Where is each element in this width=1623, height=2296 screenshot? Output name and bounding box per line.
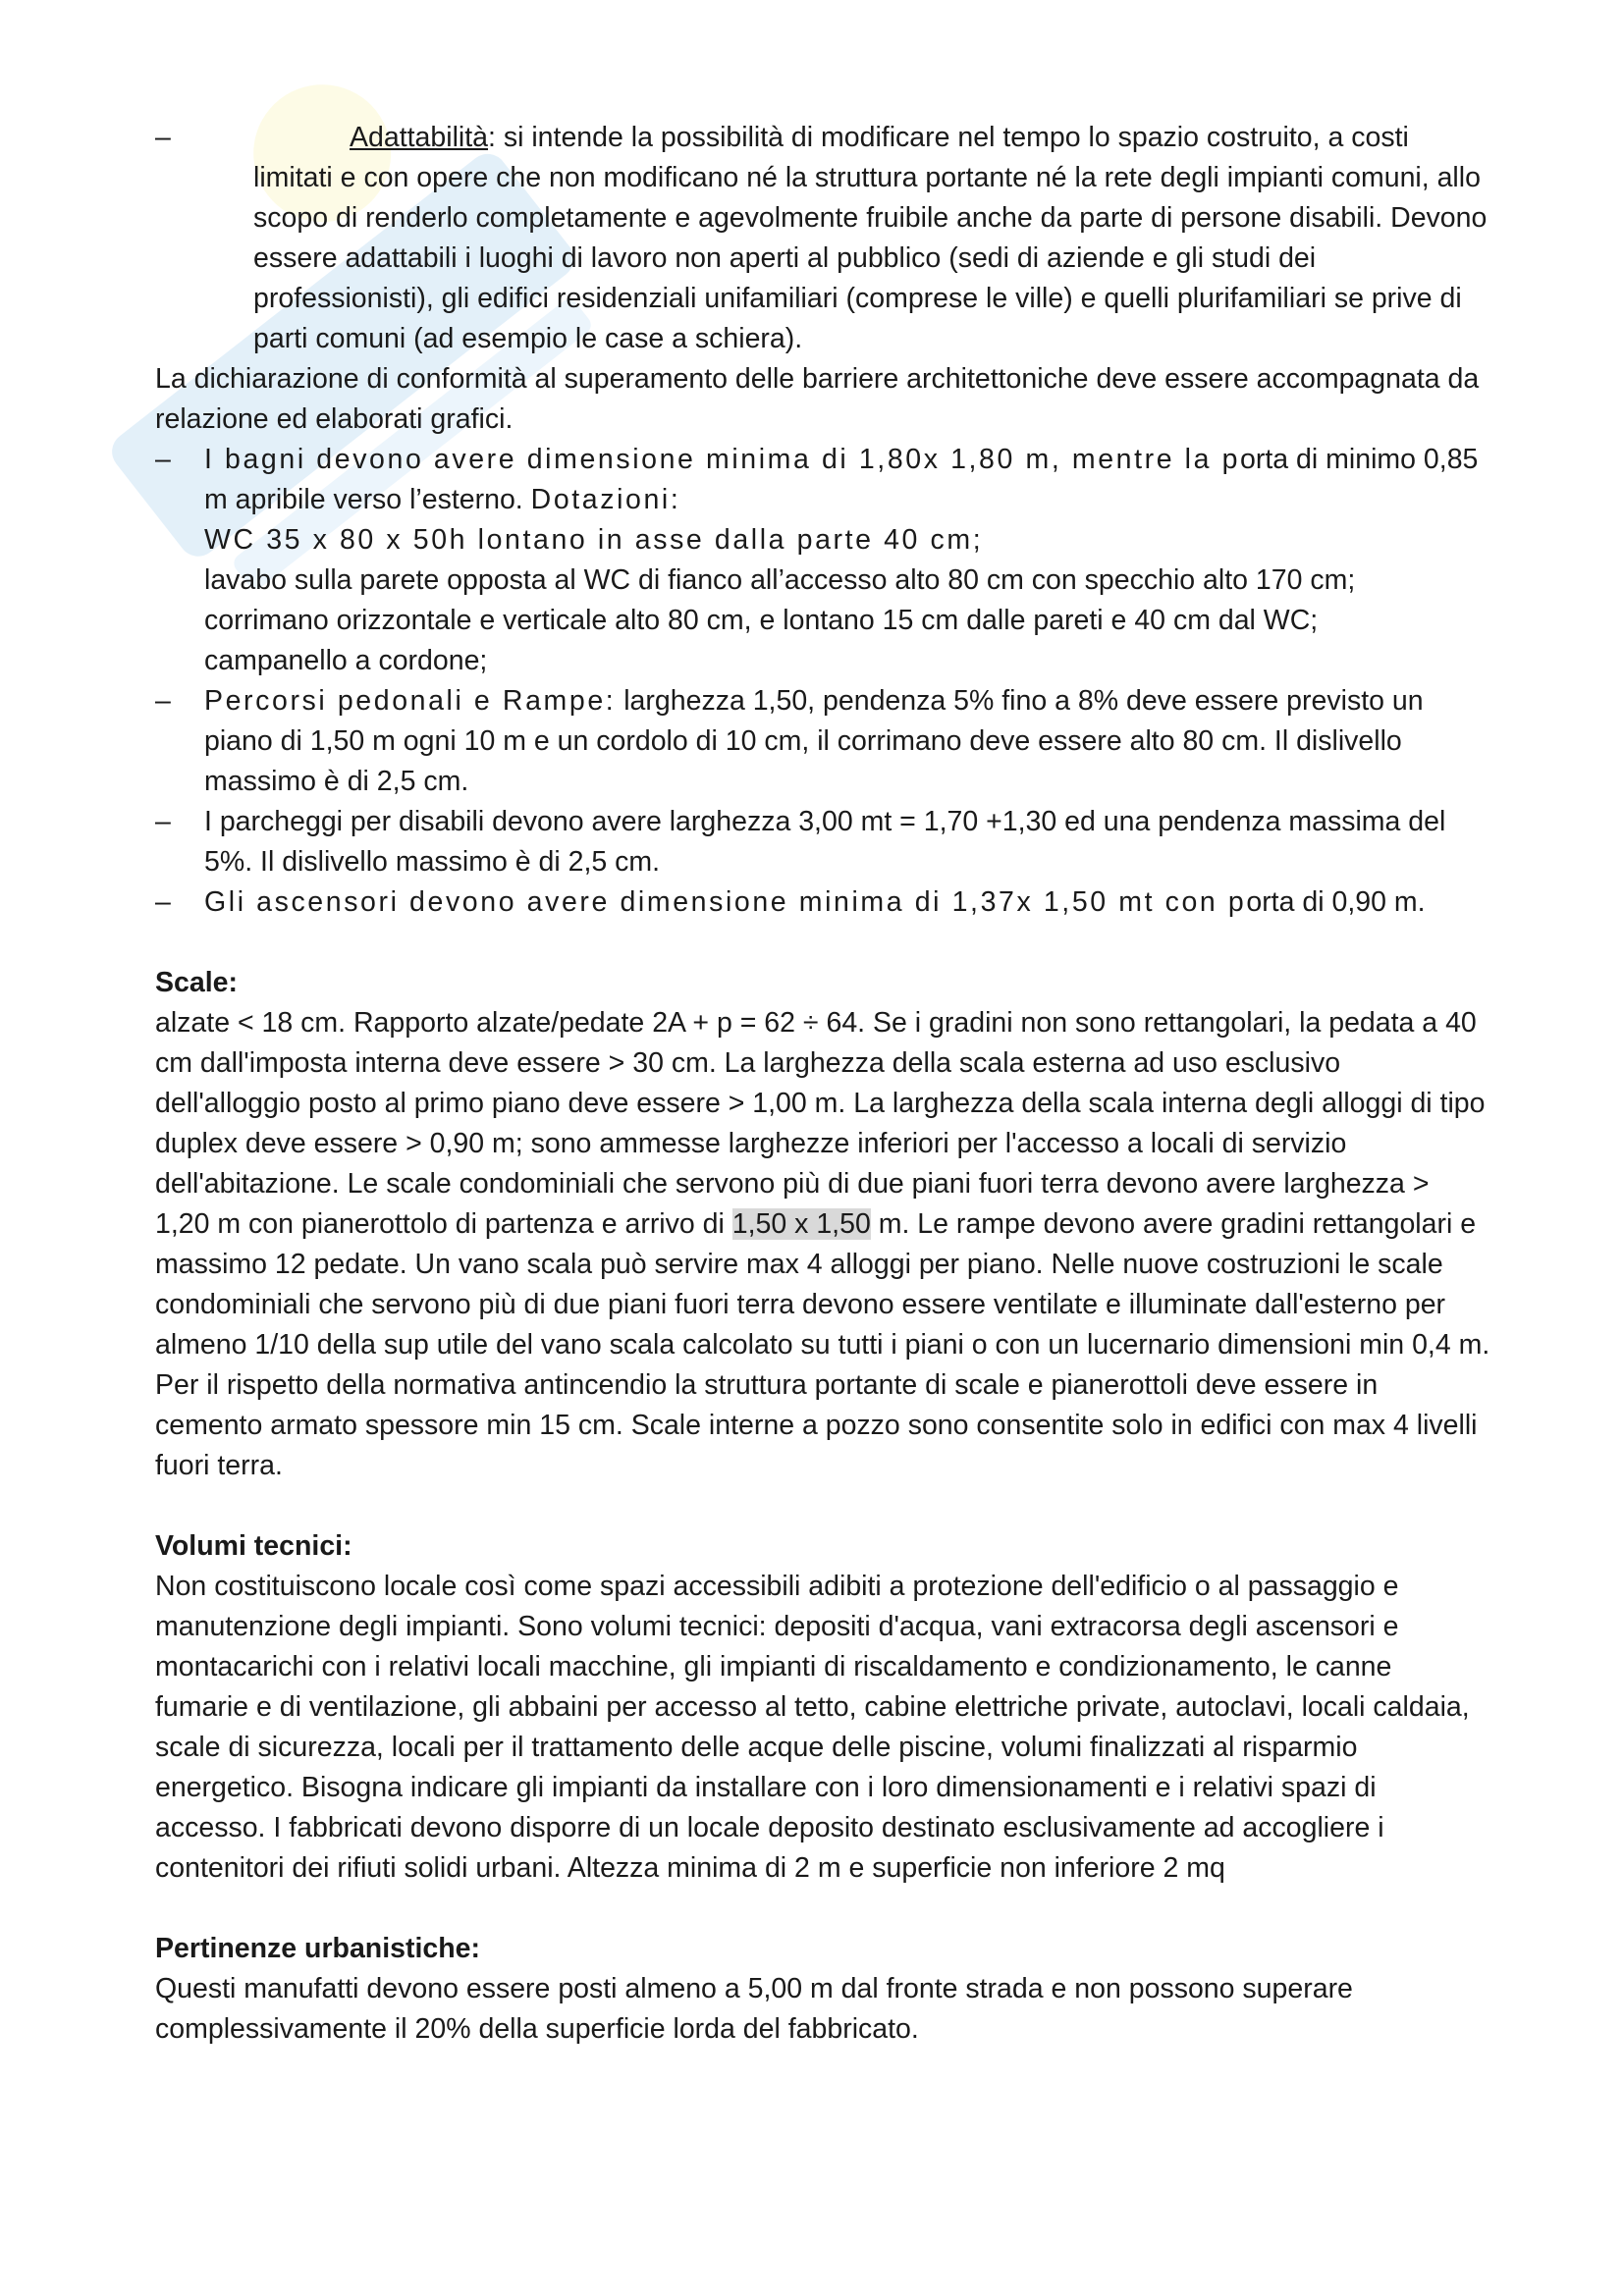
scale-text-before: alzate < 18 cm. Rapporto alzate/pedate 2A + p = 62 ÷ 64. Se i gradini non sono rettangolari, la pedata a 40 cm dall'imposta interna deve essere > 30 cm. La larghezza della scala esterna ad uso esclusivo dell'alloggio posto al primo piano deve essere > 1,00 m. La larghezza della scala interna degli alloggi di tipo duplex deve essere > 0,90 m; sono ammesse larghezze inferiori per l'accesso a locali di servizio dell'abitazione. Le scale condominiali che servono più di due piani fuori terra devono avere larghezza > 1,20 m con pianerottolo di partenza e arrivo di xyxy=(155,1007,1486,1240)
bagni-rest-text: orta di minimo 0,85 m apribile verso l’esterno. xyxy=(204,444,1479,515)
ascensori-item xyxy=(155,882,1490,923)
bagni-item xyxy=(155,440,1490,520)
adattabilita-term: Adattabilità xyxy=(350,122,489,153)
volumi-heading: Volumi tecnici: xyxy=(155,1530,352,1562)
scale-heading: Scale: xyxy=(155,967,238,998)
ascensori-rest-text: orta di 0,90 m. xyxy=(1246,886,1426,918)
scale-text-after: m. Le rampe devono avere gradini rettangolari e massimo 12 pedate. Un vano scala può servire max 4 alloggi per piano. Nelle nuove costruzioni le scale condominiali che servono più di due piani fuori terra devono essere ventilate e illuminate dall'esterno per almeno 1/10 della sup utile del vano scala calcolato su tutti i piani o con un lucernario dimensioni min 0,4 m. Per il rispetto della normativa antincendio la struttura portante di scale e pianerottoli deve essere in cemento armato spessore min 15 cm. Scale interne a pozzo sono consentite solo in edifici con max 4 livelli fuori terra. xyxy=(155,1208,1490,1481)
scale-paragraph xyxy=(155,1003,1490,1486)
adattabilita-section xyxy=(155,118,1490,359)
volumi-paragraph: Non costituiscono locale così come spazi accessibili adibiti a protezione dell'edificio o al passaggio e manutenzione degli impianti. Sono volumi tecnici: depositi d'acqua, vani extracorsa degli ascensori e montacarichi con i relativi locali macchine, gli impianti di riscaldamento e condizionamento, le canne fumarie e di ventilazione, gli abbaini per accesso al tetto, cabine elettriche private, autoclavi, locali caldaia, scale di sicurezza, locali per il trattamento delle acque delle piscine, volumi finalizzati al risparmio energetico. Bisogna indicare gli impianti da installare con i loro dimensionamenti e i relativi spazi di accesso. I fabbricati devono disporre di un locale deposito destinato esclusivamente ad accogliere i contenitori dei rifiuti solidi urbani. Altezza minima di 2 m e superficie non inferiore 2 mq xyxy=(155,1571,1470,1884)
bagni-wc: WC 35 x 80 x 50h lontano in asse dalla parte 40 cm; xyxy=(204,524,984,556)
bagni-spaced-text: I bagni devono avere dimensione minima di 1,80x 1,80 m, mentre la p xyxy=(204,444,1241,475)
bagni-campanello: campanello a cordone; xyxy=(204,645,488,676)
ascensori-spaced-text: Gli ascensori devono avere dimensione minima di 1,37x 1,50 mt con p xyxy=(204,886,1247,918)
parcheggi-item: – I parcheggi per disabili devono avere larghezza 3,00 mt = 1,70 +1,30 ed una pendenza massima del 5%. Il dislivello massimo è di 2,5 cm. xyxy=(155,802,1490,882)
bagni-lavabo: lavabo sulla parete opposta al WC di fianco all’accesso alto 80 cm con specchio alto 170 cm; xyxy=(204,564,1356,596)
bagni-corrimano: corrimano orizzontale e verticale alto 80 cm, e lontano 15 cm dalle pareti e 40 cm dal WC; xyxy=(204,605,1319,636)
document-page xyxy=(155,118,1490,2050)
scale-highlight: 1,50 x 1,50 xyxy=(731,1208,871,1240)
adattabilita-text: : si intende la possibilità di modificare nel tempo lo spazio costruito, a costi limitati e con opere che non modificano né la struttura portante né la rete degli impianti comuni, allo scopo di renderlo completamente e agevolmente fruibile anche da parte di persone disabili. Devono essere adattabili i luoghi di lavoro non aperti al pubblico (sedi di aziende e gli studi dei professionisti), gli edifici residenziali unifamiliari (comprese le ville) e quelli plurifamiliari se prive di parti comuni (ad esempio le case a schiera). xyxy=(253,122,1488,354)
adattabilita-item xyxy=(253,118,1490,359)
percorsi-item xyxy=(155,681,1490,802)
pertinenze-heading: Pertinenze urbanistiche: xyxy=(155,1933,480,1964)
bagni-dotazioni: Dotazioni: xyxy=(530,484,681,515)
percorsi-spaced-text: Percorsi pedonali e Rampe: xyxy=(204,685,617,717)
pertinenze-paragraph: Questi manufatti devono essere posti almeno a 5,00 m dal fronte strada e non possono superare complessivamente il 20% della superficie lorda del fabbricato. xyxy=(155,1973,1353,2045)
dichiarazione-paragraph: La dichiarazione di conformità al superamento delle barriere architettoniche deve essere accompagnata da relazione ed elaborati grafici. xyxy=(155,363,1480,435)
percorsi-rest-text: larghezza 1,50, pendenza 5% fino a 8% deve essere previsto un piano di 1,50 m ogni 10 m e un cordolo di 10 cm, il corrimano deve essere alto 80 cm. Il dislivello massimo è di 2,5 cm. xyxy=(204,685,1424,797)
